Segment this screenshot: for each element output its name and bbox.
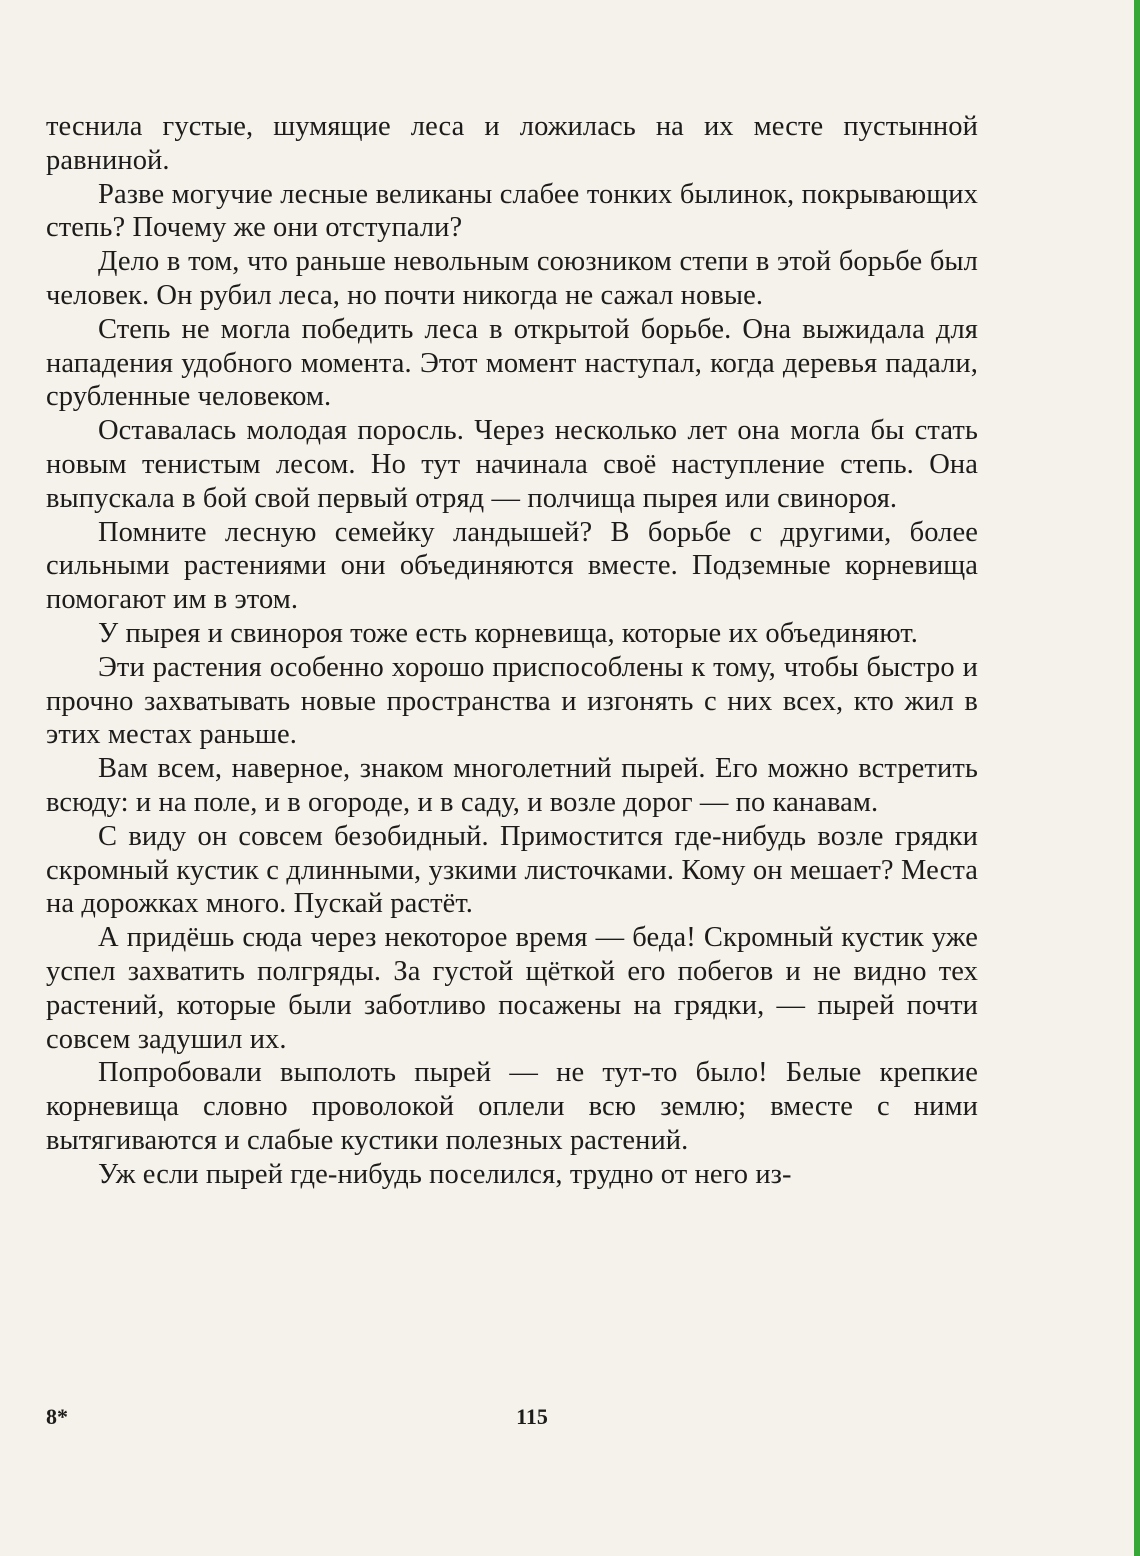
paragraph: Попробовали выполоть пырей — не тут-то было! Белые крепкие корневища словно проволокой оплели всю землю; вместе с ними вытягиваются и слабые кустики полезных растений.	[46, 1057, 978, 1156]
paragraph: Разве могучие лесные великаны слабее тонких былинок, покрывающих степь? Почему же они отступали?	[46, 178, 978, 244]
paragraph: Оставалась молодая поросль. Через несколько лет она могла бы стать новым тенистым лесом. Но тут начинала своё наступление степь. Она выпускала в бой свой первый отряд — полчища пырея или свинороя.	[46, 415, 978, 514]
paragraph: Вам всем, наверное, знаком многолетний пырей. Его можно встретить всюду: и на поле, и в огороде, и в саду, и возле дорог — по канавам.	[46, 753, 978, 818]
paragraph: Помните лесную семейку ландышей? В борьбе с другими, более сильными растениями они объединяются вместе. Подземные корневища помогают им в этом.	[46, 516, 978, 616]
body-text	[46, 110, 978, 1192]
page-footer	[46, 1404, 978, 1438]
paragraph: Дело в том, что раньше невольным союзником степи в этой борьбе был человек. Он рубил леса, но почти никогда не сажал новые.	[46, 246, 978, 311]
paragraph: У пырея и свинороя тоже есть корневища, которые их объединяют.	[98, 617, 919, 649]
paragraph: Степь не могла победить леса в открытой борьбе. Она выжидала для нападения удобного момента. Этот момент наступал, когда деревья падали, срубленные человеком.	[46, 313, 978, 413]
paragraph: Эти растения особенно хорошо приспособлены к тому, чтобы быстро и прочно захватывать новые пространства и изгонять с них всех, кто жил в этих местах раньше.	[46, 651, 978, 751]
paragraph-continued: теснила густые, шумящие леса и ложилась на их месте пустынной равниной.	[46, 111, 978, 176]
page-number: 115	[516, 1404, 548, 1429]
paragraph: А придёшь сюда через некоторое время — беда! Скромный кустик уже успел захватить полгряды. За густой щёткой его побегов и не видно тех растений, которые были заботливо посажены на грядки, — пырей почти совсем задушил их.	[46, 922, 978, 1055]
signature-mark: 8*	[46, 1404, 68, 1429]
page-edge	[1134, 0, 1140, 1556]
paragraph: С виду он совсем безобидный. Примостится где-нибудь возле грядки скромный кустик с длинными, узкими листочками. Кому он мешает? Места на дорожках много. Пускай растёт.	[46, 820, 978, 920]
paragraph-last: Уж если пырей где-нибудь поселился, трудно от него из-	[98, 1158, 792, 1190]
